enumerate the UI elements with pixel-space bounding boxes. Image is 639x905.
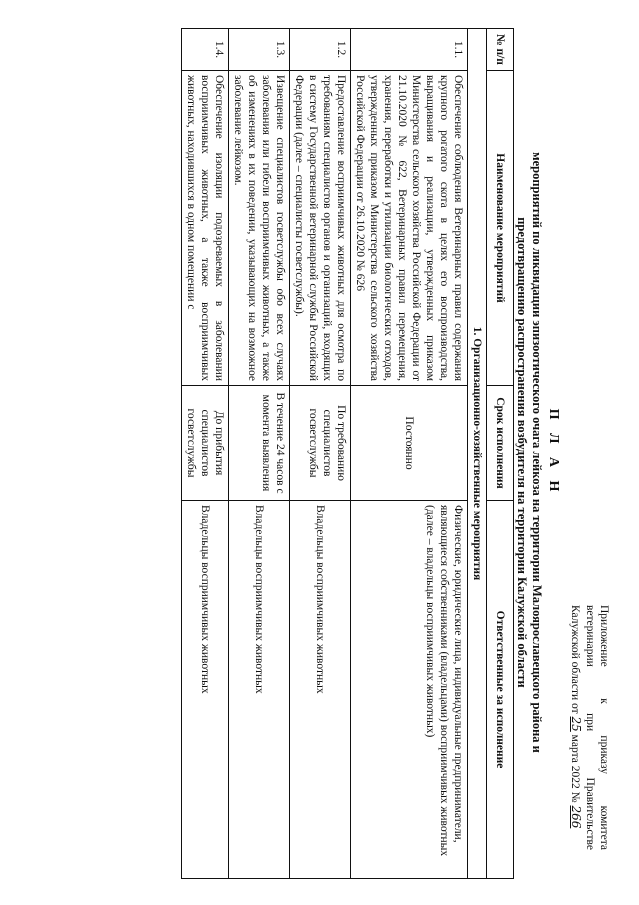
table-header-row bbox=[487, 29, 514, 879]
appendix-line-1: Приложение к приказу комитета bbox=[598, 605, 610, 850]
column-header-num: № п/п bbox=[487, 29, 514, 71]
row-number: 1.4. bbox=[182, 29, 229, 71]
appendix-line-3 bbox=[568, 605, 583, 850]
appendix-date-rest: марта 2022 № bbox=[569, 734, 581, 803]
appendix-line-2: ветеринарии при Правительстве bbox=[584, 605, 596, 850]
table-row bbox=[290, 29, 351, 879]
table-row bbox=[351, 29, 468, 879]
column-header-term: Срок исполнения bbox=[487, 386, 514, 501]
row-term: Постоянно bbox=[351, 386, 468, 501]
row-term: В течение 24 часов с момента выявления bbox=[229, 386, 290, 501]
row-measure: Предоставление восприимчивых животных для осмотра по требованиям специалистов органов и организаций, входящих в систему Государственной ветеринарной службы Российской Федерации (далее – специалисты госветслужбы). bbox=[290, 71, 351, 386]
row-number: 1.2. bbox=[290, 29, 351, 71]
plan-title: П Л А Н bbox=[546, 408, 561, 497]
table-row bbox=[182, 29, 229, 879]
column-header-name: Наименование мероприятий bbox=[487, 71, 514, 386]
row-term: До прибытия специалистов госветслужбы bbox=[182, 386, 229, 501]
row-measure: Извещение специалистов госветслужбы обо всех случаях заболевания или гибели восприимчивых животных, а также об изменениях в их поведении, указывающих на возможное заболевание лейкозом. bbox=[229, 71, 290, 386]
appendix-order-number: 266 bbox=[569, 805, 583, 829]
row-responsible: Владельцы восприимчивых животных bbox=[182, 501, 229, 879]
row-measure: Обеспечение соблюдения Ветеринарных правил содержания крупного рогатого скота в целях его воспроизводства, выращивания и реализации, утвержденных приказом Министерства сельского хозяйства Российской Федерации от 21.10.2020 № 622, Ветеринарных правил перемещения, хранения, переработки и утилизации биологических отходов, утвержденных приказом Министерства сельского хозяйства Российской Федерации от 26.10.2020 № 626 bbox=[351, 71, 468, 386]
section-title: 1. Организационно-хозяйственные мероприятия bbox=[468, 29, 487, 879]
plan-subtitle-line-1: мероприятий по ликвидации эпизоотического очага лейкоза на территории Малоярославецкого района и bbox=[530, 152, 544, 753]
column-header-responsible: Ответственные за исполнение bbox=[487, 501, 514, 879]
plan-table bbox=[181, 28, 514, 879]
row-measure: Обеспечение изоляции подозреваемых в заболевании восприимчивых животных, а также восприимчивых животных, находившихся в одном помещении с bbox=[182, 71, 229, 386]
appendix-header bbox=[568, 605, 611, 850]
appendix-date-day: 25 bbox=[569, 716, 583, 732]
table-row bbox=[229, 29, 290, 879]
row-responsible: Владельцы восприимчивых животных bbox=[290, 501, 351, 879]
row-number: 1.3. bbox=[229, 29, 290, 71]
plan-title-block bbox=[514, 35, 561, 870]
row-number: 1.1. bbox=[351, 29, 468, 71]
row-responsible: Физические, юридические лица, индивидуальные предприниматели, являющиеся собственниками (владельцами) восприимчивых животных (далее – владельцы восприимчивых животных) bbox=[351, 501, 468, 879]
row-responsible: Владельцы восприимчивых животных bbox=[229, 501, 290, 879]
row-term: По требованию специалистов госветслужбы bbox=[290, 386, 351, 501]
section-row bbox=[468, 29, 487, 879]
plan-subtitle-line-2: предотвращению распространения возбудителя на территории Калужской области bbox=[515, 217, 529, 688]
appendix-date-prefix: Калужской области от bbox=[569, 605, 581, 714]
